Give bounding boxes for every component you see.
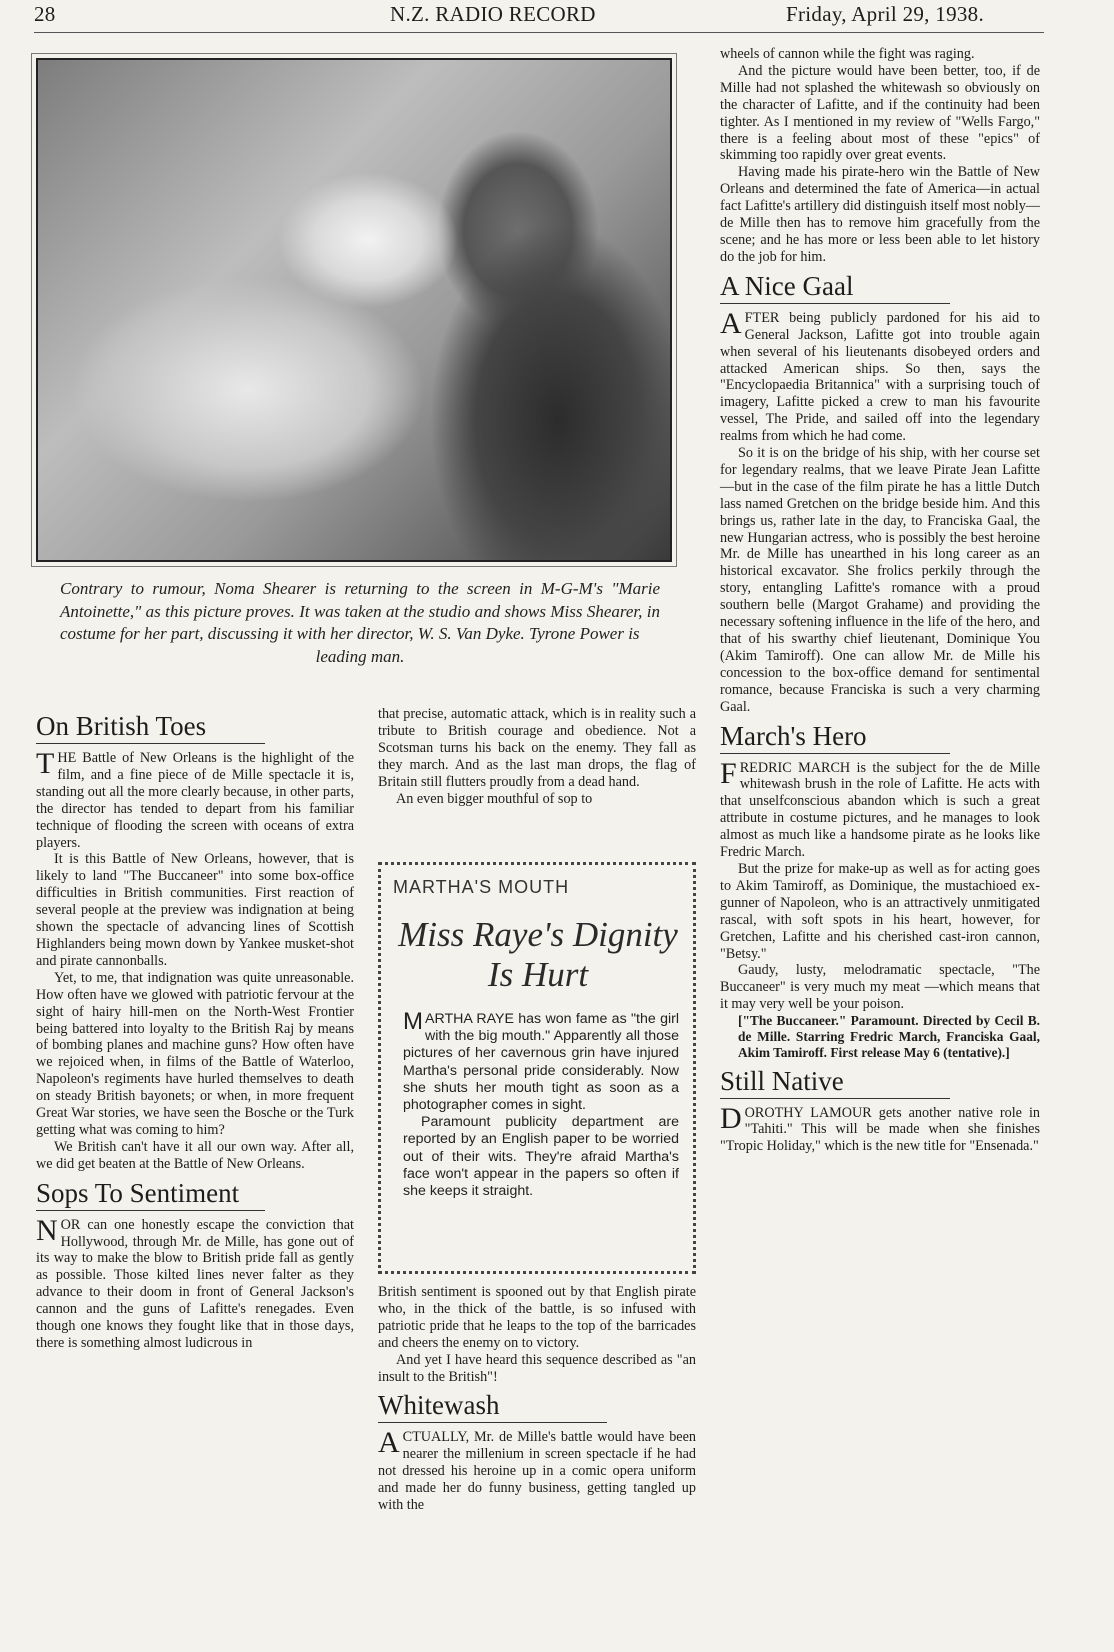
paragraph: that precise, automatic attack, which is in reality such a tribute to British courage and obedience. Not a Scotsman turns his back on the enemy. They fall as they march. And as the last man drops, the flag of Britain still flutters proudly from a dead hand. [378, 706, 696, 790]
paragraph: REDRIC MARCH is the subject for the de Mille whitewash brush in the role of Lafitte. He acts with that unselfconscious abandon which is such a great attribute in costume pictures, and he manages to look almost as much like a handsome pirate as he looks like Fredric March. [720, 759, 1040, 861]
photo-caption [60, 578, 660, 668]
heading-rule [36, 1210, 265, 1211]
caption-text: Contrary to rumour, Noma Shearer is returning to the screen in M-G-M's "Marie Antoinette," as this picture proves. It was taken at the studio and shows Miss Shearer, in costume for her part, discussing it with her director, W. S. Van Dyke. Tyrone Power is [60, 579, 660, 644]
heading-a-nice-gaal: A Nice Gaal [720, 270, 854, 301]
paragraph: FTER being publicly pardoned for his aid to General Jackson, Lafitte got into trouble again when several of his lieutenants disobeyed orders and attacked American ships. So then, says the "Encyclopaedia Britannica" with a surprising touch of imagery, Lafitte picked a crew to man his favourite vessel, The Pride, and sailed off into the legendary realms from which he had come. [720, 309, 1040, 445]
film-credits: ["The Buccaneer." Paramount. Directed by Cecil B. de Mille. Starring Fredric March, Franciska Gaal, Akim Tamiroff. First release May 6 (tentative).] [738, 1013, 1040, 1060]
paragraph: British sentiment is spooned out by that English pirate who, in the thick of the battle, is so infused with patriotic pride that he leaps to the top of the barricades and cheers the enemy on to victory. [378, 1284, 696, 1351]
column-left [36, 706, 354, 1352]
heading-still-native: Still Native [720, 1065, 844, 1096]
paragraph: wheels of cannon while the fight was raging. [720, 46, 975, 62]
heading-on-british-toes: On British Toes [36, 711, 207, 741]
paragraph: Having made his pirate-hero win the Battle of New Orleans and determined the fate of America—in actual fact Lafitte's artillery did distinguish itself most nobly—de Mille then has to remove him gracefully from the scene; and he has more or less been able to let history do the job for him. [720, 164, 1040, 265]
paragraph: So it is on the bridge of his ship, with her course set for legendary realms, that we leave Pirate Jean Lafitte—but in the case of the film pirate he has a little Dutch lass named Gretchen on the bridge beside him. And this brings us, rather late in the day, to Franciska Gaal, the new Hungarian actress, who is possibly the best heroine Mr. de Mille has unearthed in his long career as an historical excavator. She frolics perkily through the story, entangling Lafitte's romance with a proud southern belle (Margot Grahame) and providing the necessary softening influence in the life of the hero, and that of his swarthy chief lieutenant, Dominique You (Akim Tamiroff). One can allow Mr. de Mille his concession to the box-office demand for sentimental romance, because Franciska is such a very charming Gaal. [720, 445, 1040, 715]
drop-cap: F [720, 756, 737, 790]
paragraph: Gaudy, lusty, melodramatic spectacle, "The Buccaneer" is very much my meat —which means that it may very well be your poison. [720, 962, 1040, 1013]
paragraph: CTUALLY, Mr. de Mille's battle would have been nearer the millenium in screen spectacle if he had not dressed his heroine up in a comic opera uniform and made her do funny business, getting tangled up with the [378, 1429, 696, 1514]
paragraph: Paramount publicity department are reported by an English paper to be worried out of their wits. They're afraid Martha's face won't appear in the papers so often if she keeps it straight. [403, 1114, 679, 1200]
page-number: 28 [34, 2, 56, 26]
drop-cap: T [36, 747, 55, 780]
heading-rule [720, 1098, 950, 1099]
paragraph: It is this Battle of New Orleans, however, that is likely to land "The Buccaneer" into some box-office difficulties in British communities. First reaction of several people at the preview was indignation at being shown the spectacle of advancing lines of Scottish Highlanders being mown down by Yankee musket-shot and pirate cannonballs. [36, 851, 354, 969]
paragraph: OROTHY LAMOUR gets another native role in "Tahiti." This will be made when she finishes "Tropic Holiday," which is the new title for "Ensenada." [720, 1104, 1040, 1155]
column-middle-bottom [378, 1284, 696, 1514]
paragraph: ARTHA RAYE has won fame as "the girl with the big mouth." Apparently all those pictures of her cavernous grin have injured Martha's personal pride considerably. Now she shuts her mouth tight as soon as a photographer comes in sight. [403, 1011, 679, 1114]
sidebar-box [378, 862, 696, 1274]
film-still-photo [36, 58, 672, 562]
drop-cap: A [378, 1426, 400, 1460]
paragraph: An even bigger mouthful of sop to [396, 790, 593, 807]
heading-rule [720, 753, 950, 754]
caption-last-line: leading man. [315, 646, 405, 666]
paragraph: Yet, to me, that indignation was quite unreasonable. How often have we glowed with patriotic fervour at the sight of hairy hill-men on the North-West Frontier being battered into loyalty to the British Raj by means of bombing planes and machine guns? How often have we rejoiced when, in films of the Battle of Waterloo, Napoleon's regiments have hurled themselves to death on steady British bayonets; or when, in more frequent Great War stories, we have seen the Bosche or the Turk getting what was coming to him? [36, 969, 354, 1138]
drop-cap: N [36, 1213, 58, 1247]
paragraph: But the prize for make-up as well as for acting goes to Akim Tamiroff, as Dominique, the mustachioed ex-gunner of Napoleon, who is an attractively unmitigated rascal, with soft spots in his heart, however, for Gretchen, Lafitte and his cherished cast-iron cannon, "Betsy." [720, 860, 1040, 962]
heading-rule [720, 303, 950, 304]
box-body [403, 1008, 679, 1200]
heading-sops-to-sentiment: Sops To Sentiment [36, 1177, 240, 1208]
paragraph: OR can one honestly escape the conviction that Hollywood, through Mr. de Mille, has gone out of its way to make the blow to British pride fall as gently as possible. Those kilted lines never falter as they advance to their doom in front of General Jackson's cannon and the guns of Lafitte's renegades. Even though one knows they fought like that in those days, there is something almost ludicrous in [36, 1216, 354, 1351]
heading-marchs-hero: March's Hero [720, 720, 867, 751]
publication-title: N.Z. RADIO RECORD [390, 2, 596, 26]
heading-rule [378, 1422, 607, 1423]
paragraph: And the picture would have been better, too, if de Mille had not splashed the whitewash so obviously on the character of Lafitte, and if the continuity had been tighter. As I mentioned in my review of "Wells Fargo," there is a feeling about most of these "epics" of skimming too rapidly over great events. [720, 62, 1040, 164]
drop-cap: A [720, 306, 742, 340]
header-rule [34, 32, 1044, 33]
drop-cap: M [403, 1008, 423, 1035]
paragraph: We British can't have it all our own way. After all, we did get beaten at the Battle of New Orleans. [36, 1138, 354, 1172]
column-right [720, 46, 1040, 1155]
column-middle-top [378, 706, 696, 807]
heading-whitewash: Whitewash [378, 1390, 500, 1421]
drop-cap: D [720, 1101, 742, 1135]
box-title: Miss Raye's Dignity Is Hurt [398, 915, 678, 994]
paragraph: And yet I have heard this sequence described as "an insult to the British"! [378, 1351, 696, 1385]
box-kicker: MARTHA'S MOUTH [393, 877, 570, 897]
issue-date: Friday, April 29, 1938. [786, 2, 985, 26]
paragraph: HE Battle of New Orleans is the highlight of the film, and a fine piece of de Mille spectacle it is, standing out all the more clearly because, in other parts, the director has tended to depart from his familiar technique of flooding the screen with oceans of extra players. [36, 750, 354, 851]
heading-rule [36, 743, 265, 744]
